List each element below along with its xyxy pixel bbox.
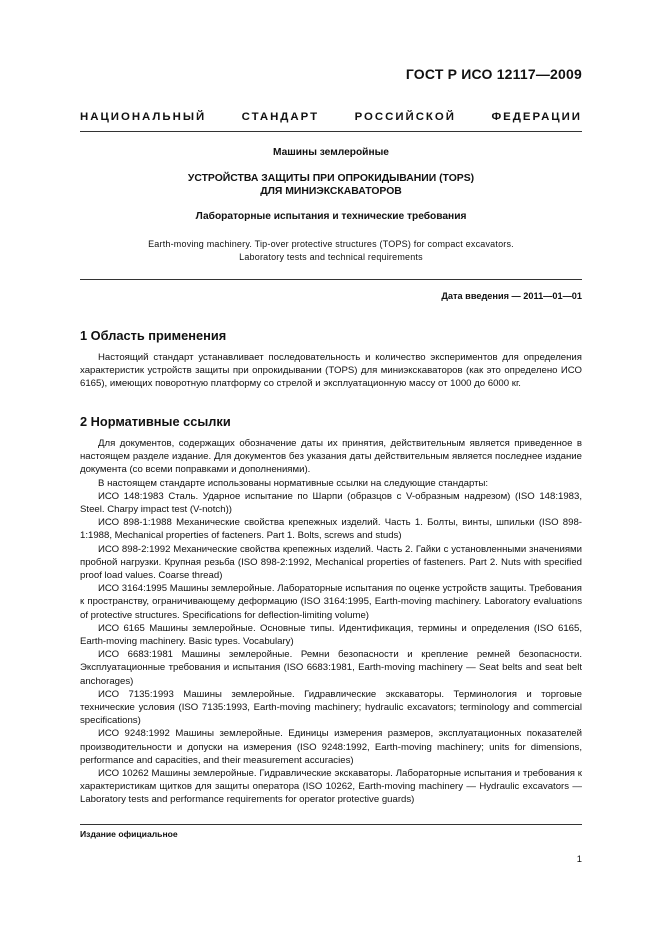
reference-item: ИСО 898-2:1992 Механические свойства крепежных изделий. Часть 2. Гайки с установленными значениями пробной нагрузки. Крупная резьба (ISO 898-2:1992, Mechanical properties of fasteners. Part 2. Nuts with specified proof load values. Coarse thread)	[80, 543, 582, 582]
reference-item: ИСО 10262 Машины землеройные. Гидравлические экскаваторы. Лабораторные испытания и требования к характеристикам щитков для защиты оператора (ISO 10262, Earth-moving machinery — Hydraulic excavators — Laboratory tests and performance requirements for operator protective guards)	[80, 768, 582, 806]
reference-item: ИСО 7135:1993 Машины землеройные. Гидравлические экскаваторы. Терминология и торговые технические условия (ISO 7135:1993, Earth-moving machinery; hydraulic excavators; terminology and commercial specifications)	[80, 688, 582, 727]
edition-label: Издание официальное	[80, 829, 178, 839]
standard-subtitle: Лабораторные испытания и технические требования	[195, 211, 467, 222]
reference-item: ИСО 6165 Машины землеройные. Основные типы. Идентификация, термины и определения (ISO 6165, Earth-moving machinery. Basic types. Vocabulary)	[80, 622, 582, 648]
divider-bottom	[80, 824, 582, 825]
section-2-title: 2 Нормативные ссылки	[80, 414, 231, 429]
reference-item: ИСО 3164:1995 Машины землеройные. Лабораторные испытания по оценке устройств защиты. Требования к пространству, ограничивающему деформацию (ISO 3164:1995, Earth-moving machinery. Laboratory evaluations of protective structures. Specifications for deflection-limiting volume)	[80, 583, 582, 621]
paragraph: Настоящий стандарт устанавливает последовательность и количество экспериментов для определения характеристик устройств защиты при опрокидывании (TOPS) для миниэкскаваторов (как это определено ИСО 6165), имеющих поворотную платформу со стрелой и эксплуатационную массу от 1000 до 6000 кг.	[80, 352, 582, 390]
introduction-date: Дата введения — 2011—01—01	[441, 291, 582, 301]
reference-item: ИСО 9248:1992 Машины землеройные. Единицы измерения размеров, эксплуатационных показателей производительности и допуски на измерения (ISO 9248:1992, Earth-moving machinery; units for dimensions, performance and capacities, and their measurement accuracies)	[80, 728, 582, 766]
reference-item: ИСО 898-1:1988 Механические свойства крепежных изделий. Часть 1. Болты, винты, шпильки (ISO 898-1:1988, Mechanical properties of facteners. Part 1. Bolts, screws and studs)	[80, 517, 582, 542]
section-2-body	[80, 437, 582, 807]
document-number: ГОСТ Р ИСО 12117—2009	[405, 66, 582, 82]
title-line-1: УСТРОЙСТВА ЗАЩИТЫ ПРИ ОПРОКИДЫВАНИИ (TOPS)	[187, 173, 475, 184]
english-title-line-1: Earth-moving machinery. Tip-over protective structures (TOPS) for compact excavators.	[148, 239, 514, 249]
divider-top	[80, 131, 582, 132]
section-1-body	[80, 351, 582, 391]
paragraph: В настоящем стандарте использованы нормативные ссылки на следующие стандарты:	[98, 477, 489, 489]
page-number: 1	[576, 853, 582, 864]
standard-series: Машины землеройные	[273, 147, 389, 158]
title-line-2: ДЛЯ МИНИЭКСКАВАТОРОВ	[260, 186, 402, 197]
reference-item: ИСО 6683:1981 Машины землеройные. Ремни безопасности и крепление ремней безопасности. Эксплуатационные требования и испытания (ISO 6683:1981, Earth-moving machinery — Seat belts and seat belt anchorages)	[80, 649, 582, 687]
standard-title	[80, 172, 582, 198]
english-title-line-2: Laboratory tests and technical requirements	[239, 252, 423, 262]
section-1-title: 1 Область применения	[80, 328, 227, 343]
reference-item: ИСО 148:1983 Сталь. Ударное испытание по Шарпи (образцов с V-образным надрезом) (ISO 148:1983, Steel. Charpy impact test (V-notch))	[80, 490, 582, 516]
paragraph: Для документов, содержащих обозначение даты их принятия, действительным является приведенное в настоящем разделе издание. Для документов без указания даты действительным является последнее издание документа (со всеми поправками и дополнениями).	[80, 438, 582, 476]
divider-middle	[80, 279, 582, 280]
national-standard-heading: НАЦИОНАЛЬНЫЙ СТАНДАРТ РОССИЙСКОЙ ФЕДЕРАЦИИ	[80, 111, 582, 123]
english-title	[80, 238, 582, 264]
